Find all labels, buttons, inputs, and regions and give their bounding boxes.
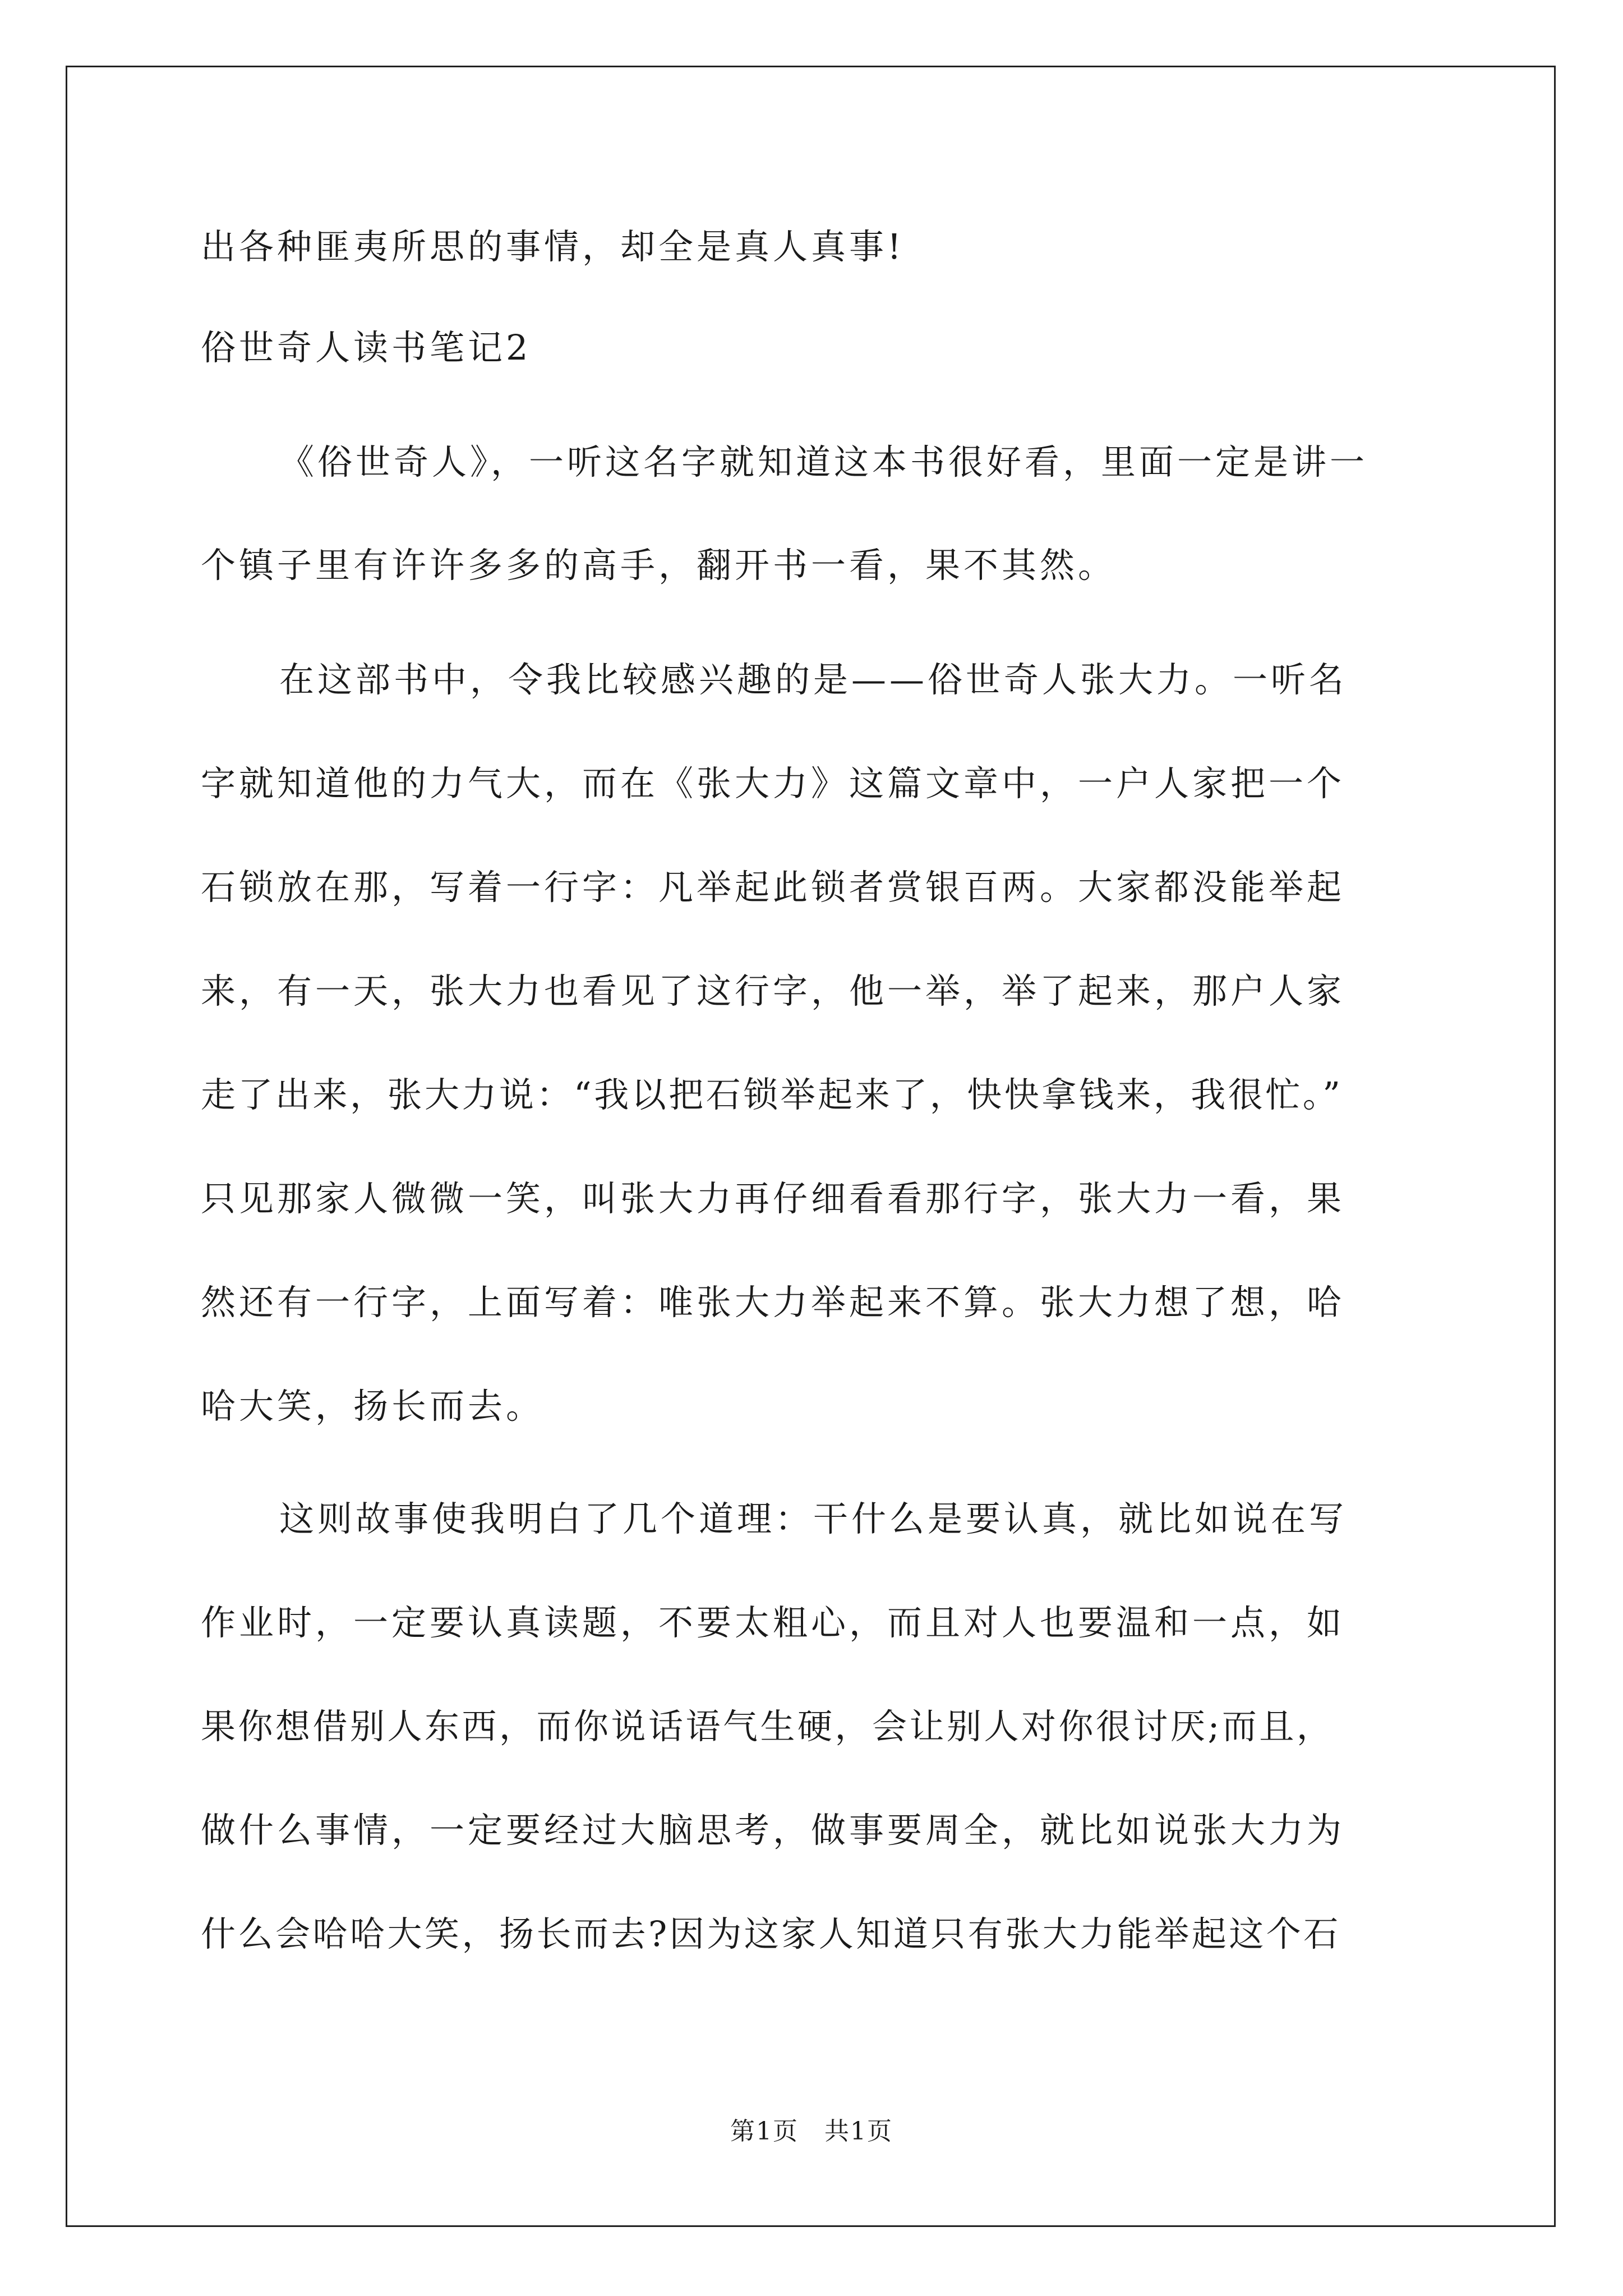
text-line: 这则故事使我明白了几个道理：干什么是要认真，就比如说在写 <box>279 1498 1348 1539</box>
text-line: 做什么事情，一定要经过大脑思考，做事要周全，就比如说张大力为 <box>201 1810 1345 1851</box>
text-line: 什么会哈哈大笑，扬长而去?因为这家人知道只有张大力能举起这个石 <box>201 1913 1341 1954</box>
text-line: 个镇子里有许许多多的高手，翻开书一看，果不其然。 <box>201 545 1117 586</box>
text-line: 在这部书中，令我比较感兴趣的是——俗世奇人张大力。一听名 <box>279 659 1348 700</box>
text-line: 哈大笑，扬长而去。 <box>201 1386 545 1427</box>
text-line: 《俗世奇人》，一听这名字就知道这本书很好看，里面一定是讲一 <box>279 441 1368 482</box>
text-line: 出各种匪夷所思的事情，却全是真人真事! <box>201 226 905 267</box>
section-heading: 俗世奇人读书笔记2 <box>201 327 532 368</box>
page-border <box>66 66 1556 2227</box>
text-line: 来，有一天，张大力也看见了这行字，他一举，举了起来，那户人家 <box>201 970 1345 1011</box>
text-line: 然还有一行字，上面写着：唯张大力举起来不算。张大力想了想，哈 <box>201 1282 1345 1323</box>
page-number-total: 共1页 <box>824 2117 893 2146</box>
text-line: 石锁放在那，写着一行字：凡举起此锁者赏银百两。大家都没能举起 <box>201 867 1345 908</box>
text-line: 作业时，一定要认真读题，不要太粗心，而且对人也要温和一点，如 <box>201 1602 1345 1643</box>
text-line: 走了出来，张大力说：“我以把石锁举起来了，快快拿钱来，我很忙。” <box>201 1074 1343 1115</box>
page-footer <box>0 2116 1623 2147</box>
text-line: 果你想借别人东西，而你说话语气生硬，会让别人对你很讨厌;而且， <box>201 1706 1334 1747</box>
text-line: 字就知道他的力气大，而在《张大力》这篇文章中，一户人家把一个 <box>201 763 1345 804</box>
page-number-current: 第1页 <box>730 2117 799 2146</box>
text-line: 只见那家人微微一笑，叫张大力再仔细看看那行字，张大力一看，果 <box>201 1178 1345 1219</box>
